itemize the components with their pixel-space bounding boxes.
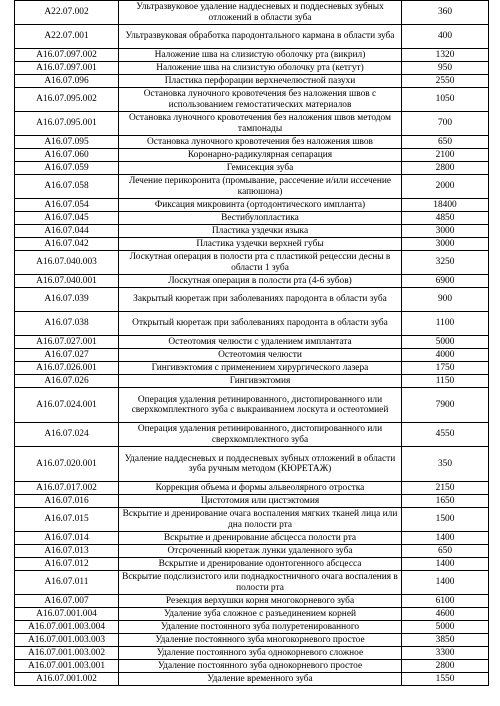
service-name-cell: Закрытый кюретаж при заболеваниях пародонта в области зуба: [119, 288, 402, 312]
service-price-cell: 6900: [402, 275, 489, 288]
service-price-cell: 7900: [402, 388, 489, 423]
service-code-cell: A16.07.045: [15, 212, 119, 225]
service-price-cell: 2550: [402, 75, 489, 88]
service-name-cell: Вскрытие и дренирование очага воспаления мягких тканей лица или дна полости рта: [119, 508, 402, 532]
service-name-cell: Удаление зуба сложное с разъединением корней: [119, 608, 402, 621]
service-price-cell: 1750: [402, 362, 489, 375]
table-row: [15, 647, 489, 660]
service-price-cell: 4600: [402, 608, 489, 621]
service-code-cell: A16.07.040.001: [15, 275, 119, 288]
table-row: [15, 162, 489, 175]
service-price-cell: 900: [402, 288, 489, 312]
service-code-cell: A16.07.015: [15, 508, 119, 532]
service-code-cell: A16.07.044: [15, 225, 119, 238]
table-row: [15, 312, 489, 336]
service-code-cell: A16.07.096: [15, 75, 119, 88]
table-row: [15, 532, 489, 545]
service-code-cell: A16.07.001.004: [15, 608, 119, 621]
table-row: [15, 251, 489, 275]
service-code-cell: A16.07.038: [15, 312, 119, 336]
service-name-cell: Удаление временного зуба: [119, 673, 402, 686]
table-row: [15, 349, 489, 362]
service-price-cell: 2150: [402, 482, 489, 495]
service-name-cell: Пластика уздечки языка: [119, 225, 402, 238]
service-code-cell: A16.07.039: [15, 288, 119, 312]
service-code-cell: A16.07.042: [15, 238, 119, 251]
service-name-cell: Операция удаления ретинированного, дистопированного или сверхкомплектного зуба: [119, 423, 402, 447]
service-name-cell: Вскрытие подслизистого или поднадкостничного очага воспаления в полости рта: [119, 571, 402, 595]
service-price-cell: 2100: [402, 149, 489, 162]
table-row: [15, 199, 489, 212]
table-row: [15, 673, 489, 686]
service-code-cell: A22.07.002: [15, 1, 119, 25]
service-price-cell: 650: [402, 136, 489, 149]
service-price-cell: 1400: [402, 571, 489, 595]
service-name-cell: Коррекция объема и формы альвеолярного отростка: [119, 482, 402, 495]
service-name-cell: Лечение перикоронита (промывание, рассечение и/или иссечение капюшона): [119, 175, 402, 199]
service-name-cell: Фиксация микровинта (ортодонтического импланта): [119, 199, 402, 212]
table-row: [15, 336, 489, 349]
service-code-cell: A16.07.016: [15, 495, 119, 508]
service-name-cell: Остеотомия челюсти: [119, 349, 402, 362]
service-code-cell: A16.07.012: [15, 558, 119, 571]
table-row: [15, 62, 489, 75]
service-code-cell: A16.07.026: [15, 375, 119, 388]
service-name-cell: Вскрытие и дренирование абсцесса полости рта: [119, 532, 402, 545]
service-code-cell: A16.07.001.003.002: [15, 647, 119, 660]
service-code-cell: A16.07.001.003.001: [15, 660, 119, 673]
service-name-cell: Остеотомия челюсти с удалением имплантата: [119, 336, 402, 349]
service-name-cell: Остановка луночного кровотечения без наложения швов методом тампонады: [119, 112, 402, 136]
table-row: [15, 88, 489, 112]
service-code-cell: A16.07.026.001: [15, 362, 119, 375]
service-code-cell: A22.07.001: [15, 25, 119, 49]
service-name-cell: Лоскутная операция в полости рта (4-6 зубов): [119, 275, 402, 288]
table-row: [15, 595, 489, 608]
table-row: [15, 621, 489, 634]
service-name-cell: Лоскутная операция в полости рта с пластикой рецессии десны в области 1 зуба: [119, 251, 402, 275]
service-code-cell: A16.07.001.003.004: [15, 621, 119, 634]
table-row: [15, 508, 489, 532]
service-code-cell: A16.07.020.001: [15, 447, 119, 482]
service-code-cell: A16.07.040.003: [15, 251, 119, 275]
table-row: [15, 660, 489, 673]
service-name-cell: Гемисекция зуба: [119, 162, 402, 175]
service-name-cell: Удаление постоянного зуба полуретенированного: [119, 621, 402, 634]
service-name-cell: Пластика перфорации верхнечелюстной пазухи: [119, 75, 402, 88]
service-name-cell: Ультразвуковая обработка пародонтального кармана в области зуба: [119, 25, 402, 49]
service-name-cell: Гингивэктомия: [119, 375, 402, 388]
service-code-cell: A16.07.059: [15, 162, 119, 175]
service-code-cell: A16.07.095.001: [15, 112, 119, 136]
service-price-cell: 350: [402, 447, 489, 482]
service-price-cell: 5000: [402, 621, 489, 634]
table-row: [15, 75, 489, 88]
service-name-cell: Наложение шва на слизистую оболочку рта (викрил): [119, 49, 402, 62]
service-price-cell: 4550: [402, 423, 489, 447]
service-code-cell: A16.07.027.001: [15, 336, 119, 349]
service-price-cell: 1320: [402, 49, 489, 62]
service-name-cell: Наложение шва на слизистую оболочку рта (кетгут): [119, 62, 402, 75]
table-row: [15, 175, 489, 199]
table-row: [15, 136, 489, 149]
service-name-cell: Отсроченный кюретаж лунки удаленного зуба: [119, 545, 402, 558]
service-price-cell: 2800: [402, 162, 489, 175]
service-price-cell: 1500: [402, 508, 489, 532]
table-row: [15, 212, 489, 225]
service-name-cell: Удаление постоянного зуба многокорневого простое: [119, 634, 402, 647]
table-row: [15, 225, 489, 238]
table-row: [15, 275, 489, 288]
service-price-cell: 4000: [402, 349, 489, 362]
table-row: [15, 495, 489, 508]
service-code-cell: A16.07.014: [15, 532, 119, 545]
service-code-cell: A16.07.095: [15, 136, 119, 149]
service-price-cell: 360: [402, 1, 489, 25]
table-row: [15, 149, 489, 162]
service-price-cell: 1400: [402, 558, 489, 571]
table-row: [15, 238, 489, 251]
service-price-cell: 6100: [402, 595, 489, 608]
table-row: [15, 423, 489, 447]
service-price-cell: 1650: [402, 495, 489, 508]
table-row: [15, 388, 489, 423]
service-name-cell: Открытый кюретаж при заболеваниях пародонта в области зуба: [119, 312, 402, 336]
table-row: [15, 482, 489, 495]
service-price-cell: 2000: [402, 175, 489, 199]
table-row: [15, 558, 489, 571]
service-name-cell: Гингивэктомия с применением хирургического лазера: [119, 362, 402, 375]
service-price-cell: 3000: [402, 238, 489, 251]
service-price-cell: 650: [402, 545, 489, 558]
table-row: [15, 634, 489, 647]
service-name-cell: Цистотомия или цистэктомия: [119, 495, 402, 508]
service-code-cell: A16.07.024.001: [15, 388, 119, 423]
price-table-body: [15, 1, 489, 686]
table-row: [15, 608, 489, 621]
service-code-cell: A16.07.097.001: [15, 62, 119, 75]
service-code-cell: A16.07.095.002: [15, 88, 119, 112]
service-price-cell: 3250: [402, 251, 489, 275]
service-name-cell: Резекция верхушки корня многокорневого зуба: [119, 595, 402, 608]
table-row: [15, 25, 489, 49]
service-code-cell: A16.07.017.002: [15, 482, 119, 495]
service-code-cell: A16.07.007: [15, 595, 119, 608]
service-price-cell: 3850: [402, 634, 489, 647]
service-name-cell: Ультразвуковое удаление наддесневых и поддесневых зубных отложений в области зуба: [119, 1, 402, 25]
price-list-document: [14, 0, 488, 686]
table-row: [15, 571, 489, 595]
table-row: [15, 362, 489, 375]
service-code-cell: A16.07.001.002: [15, 673, 119, 686]
service-name-cell: Остановка луночного кровотечения без наложения швов с использованием гемостатических материалов: [119, 88, 402, 112]
service-name-cell: Операция удаления ретинированного, дистопированного или сверхкомплектного зуба с выкраиванием лоскута и остеотомией: [119, 388, 402, 423]
service-code-cell: A16.07.013: [15, 545, 119, 558]
service-code-cell: A16.07.027: [15, 349, 119, 362]
service-price-cell: 700: [402, 112, 489, 136]
table-row: [15, 545, 489, 558]
service-price-cell: 1400: [402, 532, 489, 545]
service-price-cell: 400: [402, 25, 489, 49]
service-price-cell: 1550: [402, 673, 489, 686]
service-name-cell: Удаление постоянного зуба однокорневого простое: [119, 660, 402, 673]
service-code-cell: A16.07.097.002: [15, 49, 119, 62]
service-code-cell: A16.07.058: [15, 175, 119, 199]
table-row: [15, 447, 489, 482]
service-code-cell: A16.07.024: [15, 423, 119, 447]
service-price-cell: 5000: [402, 336, 489, 349]
service-name-cell: Пластика уздечки верхней губы: [119, 238, 402, 251]
service-name-cell: Удаление постоянного зуба однокорневого сложное: [119, 647, 402, 660]
service-price-cell: 1150: [402, 375, 489, 388]
service-name-cell: Удаление наддесневых и поддесневых зубных отложений в области зуба ручным методом (КЮРЕТАЖ): [119, 447, 402, 482]
table-row: [15, 112, 489, 136]
service-name-cell: Коронарно-радикулярная сепарация: [119, 149, 402, 162]
table-row: [15, 375, 489, 388]
service-price-cell: 3300: [402, 647, 489, 660]
service-name-cell: Вестибулопластика: [119, 212, 402, 225]
table-row: [15, 288, 489, 312]
service-code-cell: A16.07.001.003.003: [15, 634, 119, 647]
service-price-cell: 950: [402, 62, 489, 75]
service-code-cell: A16.07.054: [15, 199, 119, 212]
services-price-table: [14, 0, 489, 686]
service-code-cell: A16.07.011: [15, 571, 119, 595]
service-code-cell: A16.07.060: [15, 149, 119, 162]
table-row: [15, 1, 489, 25]
service-price-cell: 1100: [402, 312, 489, 336]
service-name-cell: Остановка луночного кровотечения без наложения швов: [119, 136, 402, 149]
service-price-cell: 3000: [402, 225, 489, 238]
service-price-cell: 2800: [402, 660, 489, 673]
service-price-cell: 1050: [402, 88, 489, 112]
service-price-cell: 18400: [402, 199, 489, 212]
service-name-cell: Вскрытие и дренирование одонтогенного абсцесса: [119, 558, 402, 571]
table-row: [15, 49, 489, 62]
service-price-cell: 4850: [402, 212, 489, 225]
